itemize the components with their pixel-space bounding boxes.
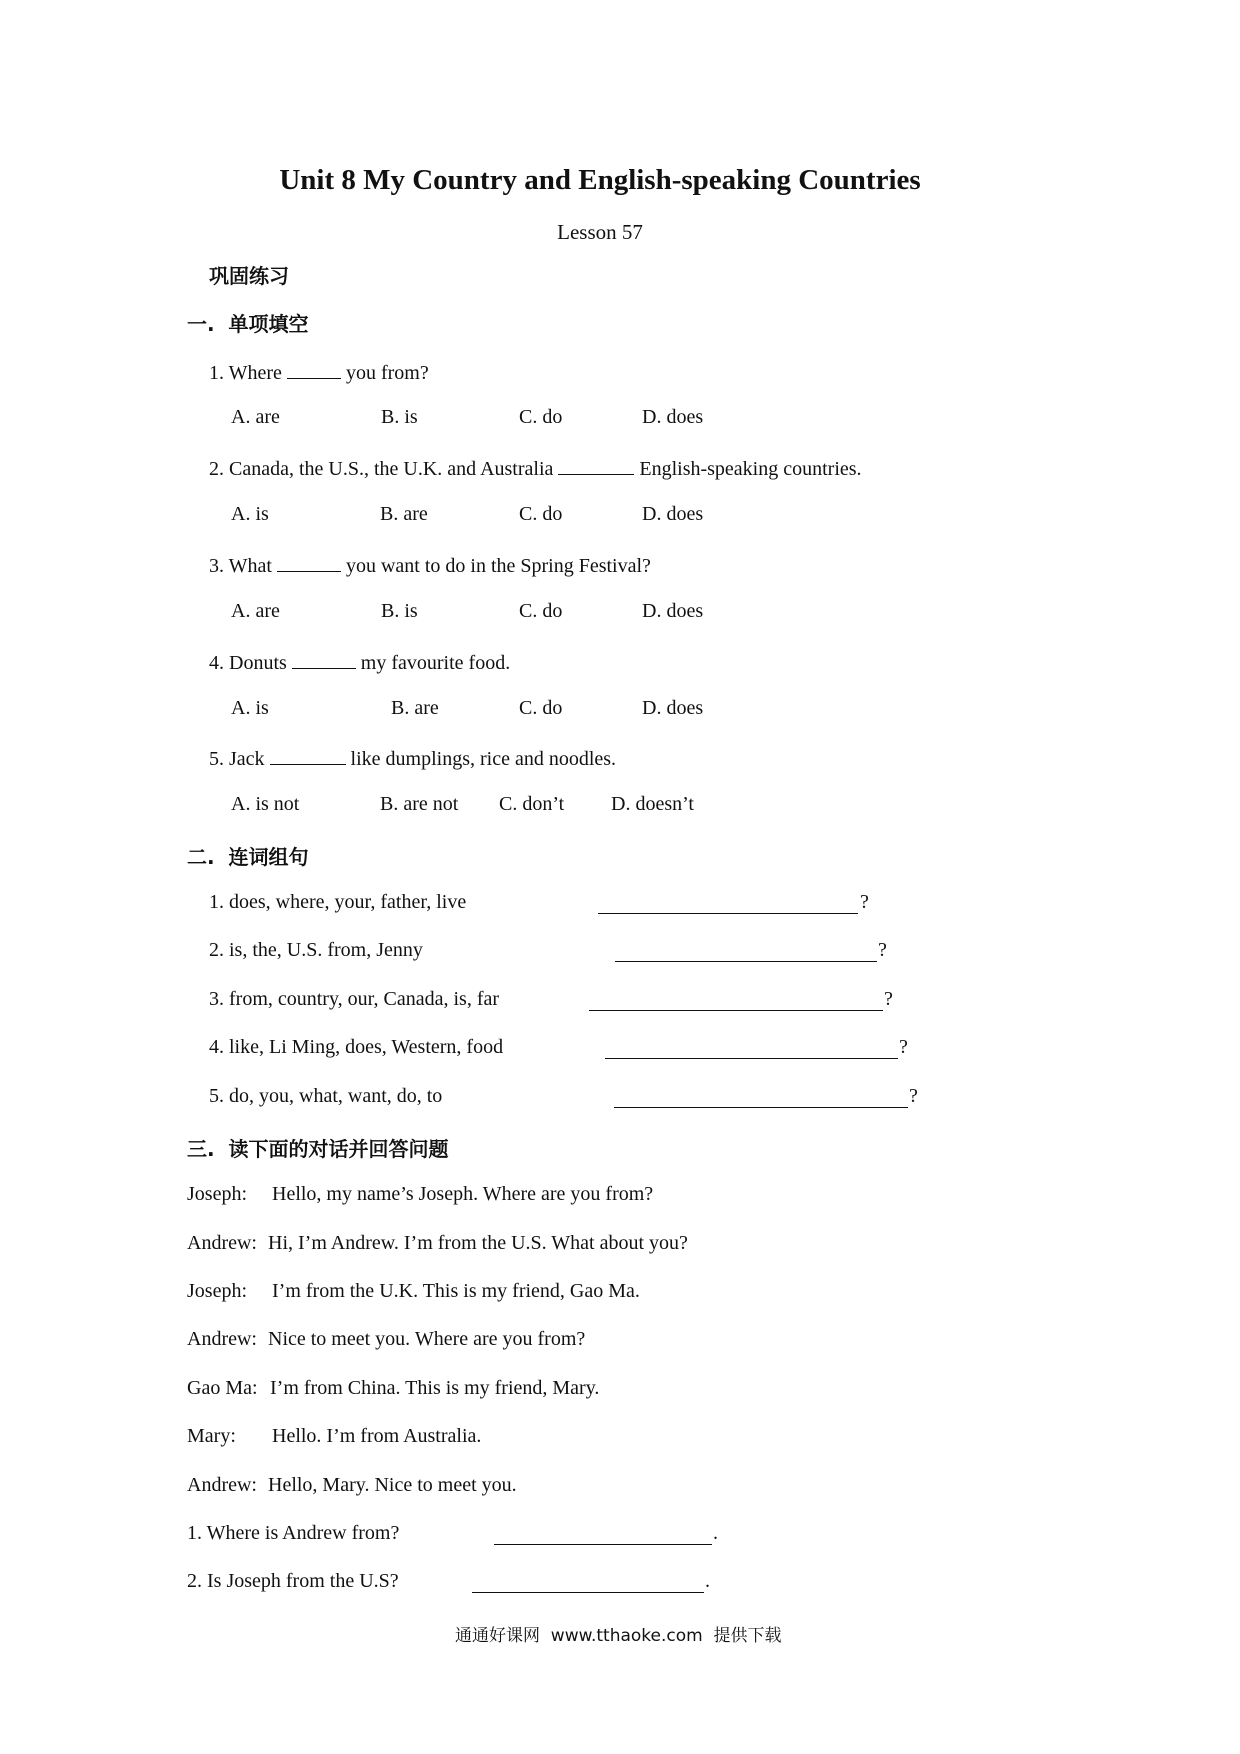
word-order-item-2: 2. is, the, U.S. from, Jenny [209,939,423,961]
mc-question-2: 2. Canada, the U.S., the U.K. and Australia English-speaking countries. [209,454,862,481]
word-order-item-3: 3. from, country, our, Canada, is, far [209,988,500,1010]
dialogue-speaker: Mary: [187,1425,236,1447]
answer-line[interactable] [614,1107,908,1108]
section1-heading: 一. 单项填空 [187,312,309,336]
word-order-item-5: 5. do, you, what, want, do, to [209,1085,443,1107]
dialogue-line: I’m from China. This is my friend, Mary. [270,1377,600,1399]
period-mark: . [705,1570,710,1592]
question-mark: ? [860,891,869,913]
option[interactable]: D. doesn’t [611,793,694,815]
answer-blank[interactable] [277,551,341,572]
mc-question-4: 4. Donuts my favourite food. [209,648,510,675]
option[interactable]: C. do [519,406,563,428]
dialogue-speaker: Andrew: [187,1328,257,1350]
dialogue-speaker: Gao Ma: [187,1377,258,1399]
option[interactable]: B. are [380,503,428,525]
option[interactable]: D. does [642,697,704,719]
option[interactable]: C. don’t [499,793,565,815]
option[interactable]: A. are [231,600,280,622]
dialogue-line: Hi, I’m Andrew. I’m from the U.S. What about you? [268,1232,688,1254]
option[interactable]: C. do [519,600,563,622]
section3-heading: 三. 读下面的对话并回答问题 [187,1137,449,1161]
answer-line[interactable] [589,1010,883,1011]
comprehension-question-2: 2. Is Joseph from the U.S? [187,1570,399,1592]
dialogue-line: Hello, Mary. Nice to meet you. [268,1474,517,1496]
word-order-item-1: 1. does, where, your, father, live [209,891,467,913]
footer-text: 通通好课网 www.tthaoke.com 提供下载 [455,1626,782,1646]
dialogue-speaker: Joseph: [187,1183,247,1205]
dialogue-speaker: Andrew: [187,1232,257,1254]
word-order-item-4: 4. like, Li Ming, does, Western, food [209,1036,504,1058]
page-title: Unit 8 My Country and English-speaking Countries [279,164,921,196]
dialogue-line: Nice to meet you. Where are you from? [268,1328,586,1350]
lesson-subtitle: Lesson 57 [557,220,643,244]
question-mark: ? [899,1036,908,1058]
dialogue-line: Hello, my name’s Joseph. Where are you from? [272,1183,654,1205]
question-mark: ? [878,939,887,961]
period-mark: . [713,1522,718,1544]
answer-line[interactable] [472,1592,704,1593]
mc-question-3: 3. What you want to do in the Spring Festival? [209,551,651,578]
dialogue-speaker: Andrew: [187,1474,257,1496]
answer-blank[interactable] [558,454,634,475]
practice-heading: 巩固练习 [209,264,289,288]
option[interactable]: D. does [642,406,704,428]
answer-blank[interactable] [287,358,341,379]
answer-blank[interactable] [270,744,346,765]
dialogue-line: I’m from the U.K. This is my friend, Gao Ma. [272,1280,640,1302]
section2-heading: 二. 连词组句 [187,845,309,869]
answer-blank[interactable] [292,648,356,669]
answer-line[interactable] [615,961,877,962]
option[interactable]: C. do [519,697,563,719]
dialogue-line: Hello. I’m from Australia. [272,1425,482,1447]
mc-question-5: 5. Jack like dumplings, rice and noodles. [209,744,616,771]
answer-line[interactable] [598,913,858,914]
option[interactable]: A. are [231,406,280,428]
option[interactable]: B. is [381,406,418,428]
option[interactable]: D. does [642,503,704,525]
answer-line[interactable] [605,1058,898,1059]
dialogue-speaker: Joseph: [187,1280,247,1302]
option[interactable]: B. are [391,697,439,719]
option[interactable]: B. is [381,600,418,622]
answer-line[interactable] [494,1544,712,1545]
option[interactable]: A. is not [231,793,300,815]
option[interactable]: A. is [231,503,269,525]
question-mark: ? [909,1085,918,1107]
comprehension-question-1: 1. Where is Andrew from? [187,1522,400,1544]
option[interactable]: B. are not [380,793,459,815]
option[interactable]: A. is [231,697,269,719]
option[interactable]: C. do [519,503,563,525]
option[interactable]: D. does [642,600,704,622]
mc-question-1: 1. Where you from? [209,358,429,385]
question-mark: ? [884,988,893,1010]
